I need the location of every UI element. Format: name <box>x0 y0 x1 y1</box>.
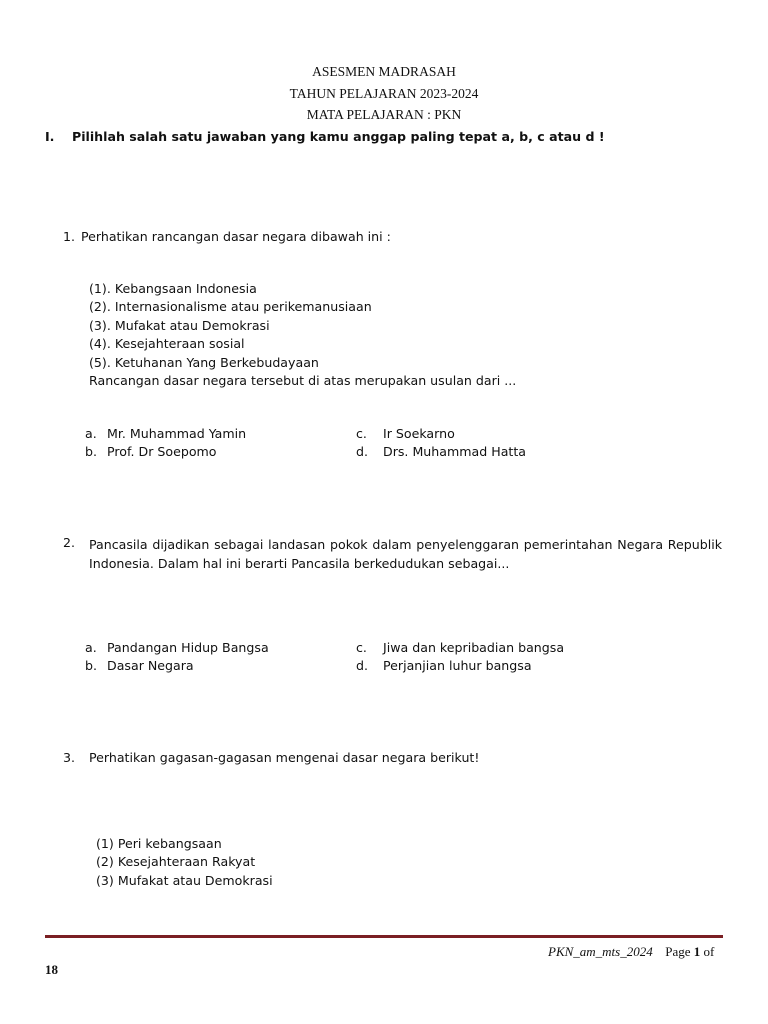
question-1-item: (2). Internasionalisme atau perikemanusiaan <box>89 299 372 314</box>
option-letter: a. <box>85 640 97 655</box>
footer-page-label: Page <box>665 944 691 959</box>
option-letter: d. <box>356 658 368 673</box>
footer-page-number: 1 <box>693 944 701 959</box>
option-text: Mr. Muhammad Yamin <box>107 426 247 441</box>
option-letter: c. <box>356 640 367 655</box>
footer-code: PKN_am_mts_2024 <box>548 944 653 959</box>
footer-total-pages: 18 <box>45 962 58 977</box>
option-text: Perjanjian luhur bangsa <box>383 658 532 673</box>
question-2-number: 2. <box>63 535 76 550</box>
question-3-item: (2) Kesejahteraan Rakyat <box>96 854 256 869</box>
question-1-text: Perhatikan rancangan dasar negara dibawah ini : <box>81 229 391 244</box>
question-1-item: (5). Ketuhanan Yang Berkebudayaan <box>89 355 319 370</box>
header-subject: MATA PELAJARAN : PKN <box>306 107 462 122</box>
option-letter: d. <box>356 444 368 459</box>
header-title: ASESMEN MADRASAH <box>312 64 456 79</box>
question-1-item: (1). Kebangsaan Indonesia <box>89 281 257 296</box>
option-letter: b. <box>85 444 97 459</box>
question-1-item: (4). Kesejahteraan sosial <box>89 336 245 351</box>
question-2-text: Pancasila dijadikan sebagai landasan pokok dalam penyelenggaran pemerintahan Negara Republik Indonesia. Dalam hal ini berarti Pancasila berkedudukan sebagai... <box>89 537 722 571</box>
option-text: Drs. Muhammad Hatta <box>383 444 527 459</box>
question-1-number: 1. <box>63 229 76 244</box>
option-text: Pandangan Hidup Bangsa <box>107 640 269 655</box>
footer-of-label: of <box>703 944 715 959</box>
question-1-item: (3). Mufakat atau Demokrasi <box>89 318 270 333</box>
option-letter: b. <box>85 658 97 673</box>
question-3-text: Perhatikan gagasan-gagasan mengenai dasar negara berikut! <box>89 750 480 765</box>
question-3-item: (3) Mufakat atau Demokrasi <box>96 873 273 888</box>
question-3-item: (1) Peri kebangsaan <box>96 836 222 851</box>
question-1-prompt: Rancangan dasar negara tersebut di atas merupakan usulan dari ... <box>89 373 517 388</box>
option-text: Jiwa dan kepribadian bangsa <box>383 640 565 655</box>
footer-rule <box>45 935 723 938</box>
option-letter: a. <box>85 426 97 441</box>
footer-page-info <box>548 944 714 960</box>
question-3-number: 3. <box>63 750 76 765</box>
header-year: TAHUN PELAJARAN 2023-2024 <box>289 86 479 101</box>
option-text: Prof. Dr Soepomo <box>107 444 217 459</box>
option-text: Dasar Negara <box>107 658 194 673</box>
section-instruction: Pilihlah salah satu jawaban yang kamu anggap paling tepat a, b, c atau d ! <box>72 129 605 144</box>
option-letter: c. <box>356 426 367 441</box>
option-text: Ir Soekarno <box>383 426 455 441</box>
section-number: I. <box>45 129 55 144</box>
